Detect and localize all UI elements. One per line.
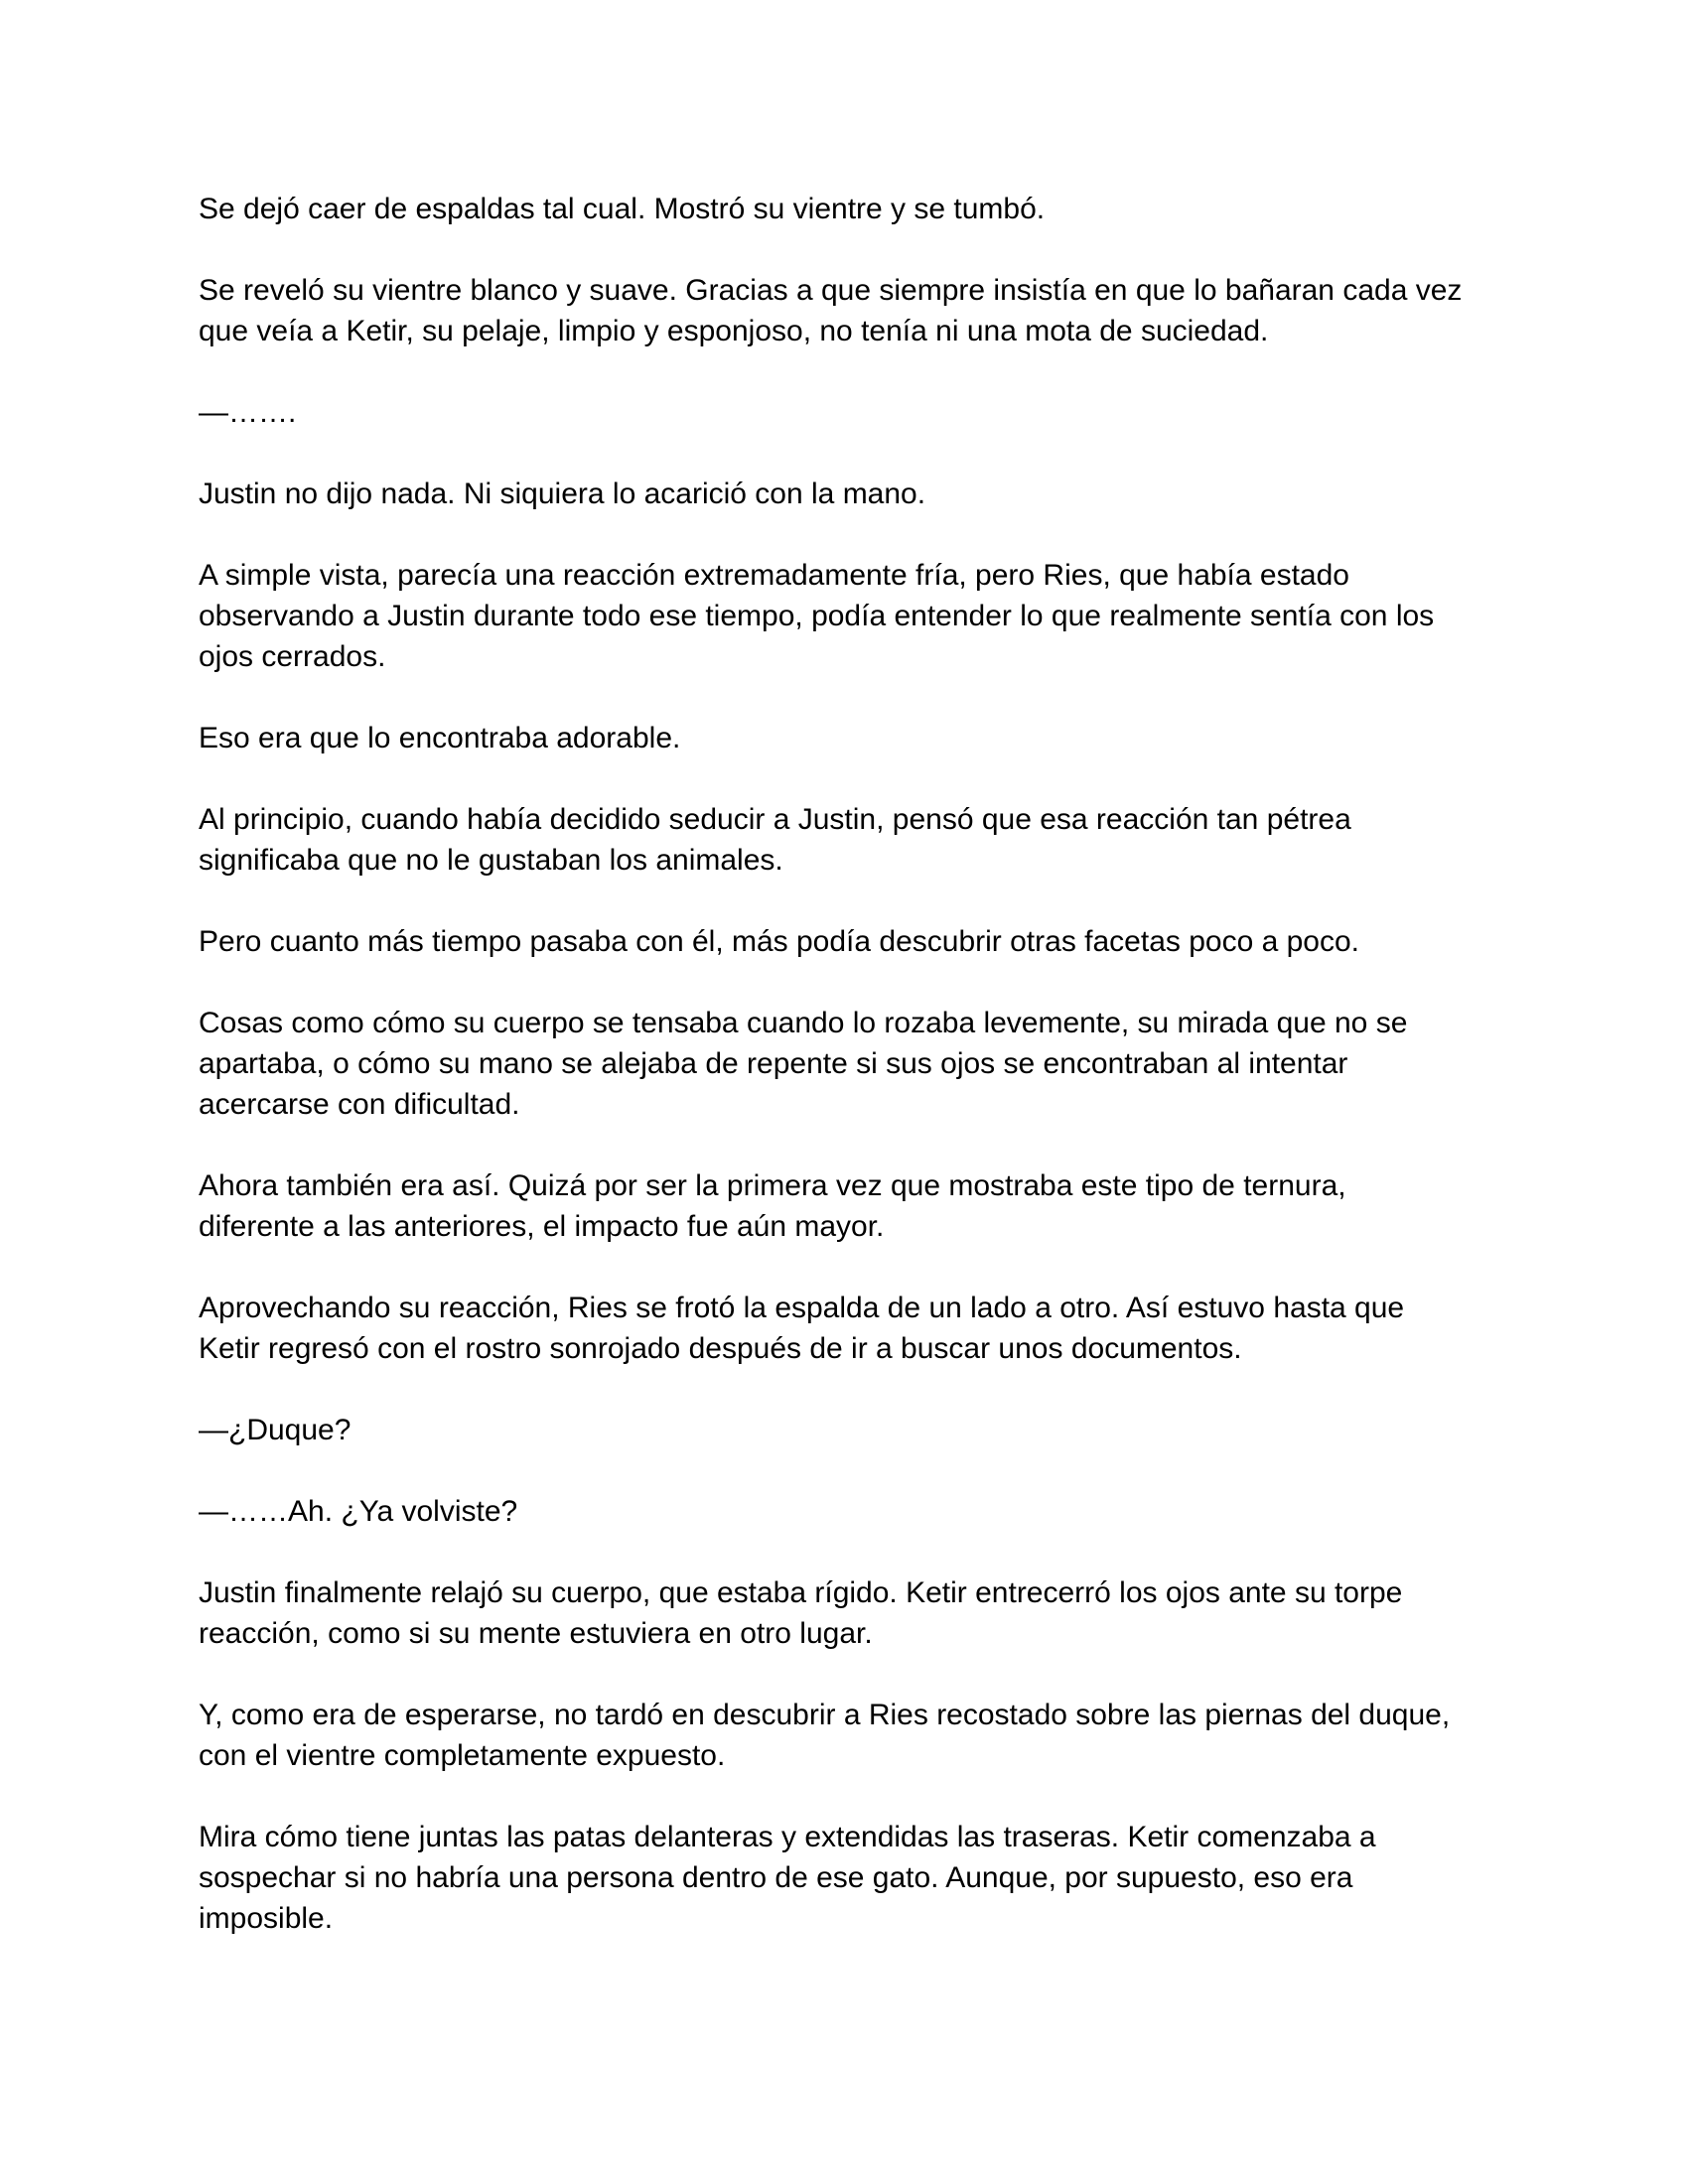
paragraph — [199, 1410, 1549, 1450]
paragraph — [199, 799, 1549, 881]
text-line: Mira cómo tiene juntas las patas delanteras y extendidas las traseras. Ketir comenzaba a — [199, 1821, 1376, 1853]
text-line: Aprovechando su reacción, Ries se frotó la espalda de un lado a otro. Así estuvo hasta que — [199, 1292, 1405, 1324]
paragraph — [199, 1572, 1549, 1654]
text-line: Se dejó caer de espaldas tal cual. Mostró su vientre y se tumbó. — [199, 193, 1046, 225]
paragraph — [199, 1165, 1549, 1247]
text-line: Justin no dijo nada. Ni siquiera lo acarició con la mano. — [199, 478, 926, 510]
text-line: Ahora también era así. Quizá por ser la primera vez que mostraba este tipo de ternura, — [199, 1169, 1346, 1202]
document-text-content — [199, 189, 1549, 1939]
text-line: Ketir regresó con el rostro sonrojado después de ir a buscar unos documentos. — [199, 1332, 1242, 1365]
paragraph — [199, 1695, 1549, 1776]
text-line: Cosas como cómo su cuerpo se tensaba cuando lo rozaba levemente, su mirada que no se — [199, 1007, 1408, 1039]
paragraph — [199, 921, 1549, 962]
text-line: Se reveló su vientre blanco y suave. Gracias a que siempre insistía en que lo bañaran cada vez — [199, 274, 1463, 307]
text-line: significaba que no le gustaban los animales. — [199, 844, 783, 877]
text-line: sospechar si no habría una persona dentro de ese gato. Aunque, por supuesto, eso era — [199, 1861, 1353, 1894]
paragraph — [199, 474, 1549, 514]
text-line: diferente a las anteriores, el impacto fue aún mayor. — [199, 1210, 885, 1243]
text-line: Al principio, cuando había decidido seducir a Justin, pensó que esa reacción tan pétrea — [199, 803, 1351, 836]
text-line: —¿Duque? — [199, 1414, 352, 1446]
text-line: Eso era que lo encontraba adorable. — [199, 722, 681, 754]
paragraph — [199, 1003, 1549, 1125]
text-line: observando a Justin durante todo ese tiempo, podía entender lo que realmente sentía con los — [199, 600, 1435, 632]
text-line: —……. — [199, 396, 297, 429]
text-line: A simple vista, parecía una reacción extremadamente fría, pero Ries, que había estado — [199, 559, 1349, 592]
text-line: ojos cerrados. — [199, 640, 386, 673]
text-line: —……Ah. ¿Ya volviste? — [199, 1495, 518, 1528]
text-line: Justin finalmente relajó su cuerpo, que estaba rígido. Ketir entrecerró los ojos ante su torpe — [199, 1576, 1403, 1609]
paragraph — [199, 270, 1549, 351]
text-line: apartaba, o cómo su mano se alejaba de repente si sus ojos se encontraban al intentar — [199, 1047, 1348, 1080]
text-line: con el vientre completamente expuesto. — [199, 1739, 726, 1772]
paragraph — [199, 1288, 1549, 1369]
text-line: acercarse con dificultad. — [199, 1088, 520, 1121]
paragraph — [199, 718, 1549, 758]
text-line: imposible. — [199, 1902, 334, 1935]
paragraph — [199, 189, 1549, 229]
paragraph — [199, 1491, 1549, 1532]
paragraph — [199, 392, 1549, 433]
text-line: reacción, como si su mente estuviera en otro lugar. — [199, 1617, 873, 1650]
text-line: Y, como era de esperarse, no tardó en descubrir a Ries recostado sobre las piernas del duque, — [199, 1699, 1451, 1731]
paragraph — [199, 555, 1549, 677]
text-line: Pero cuanto más tiempo pasaba con él, más podía descubrir otras facetas poco a poco. — [199, 925, 1360, 958]
paragraph — [199, 1817, 1549, 1939]
text-line: que veía a Ketir, su pelaje, limpio y esponjoso, no tenía ni una mota de suciedad. — [199, 315, 1269, 347]
